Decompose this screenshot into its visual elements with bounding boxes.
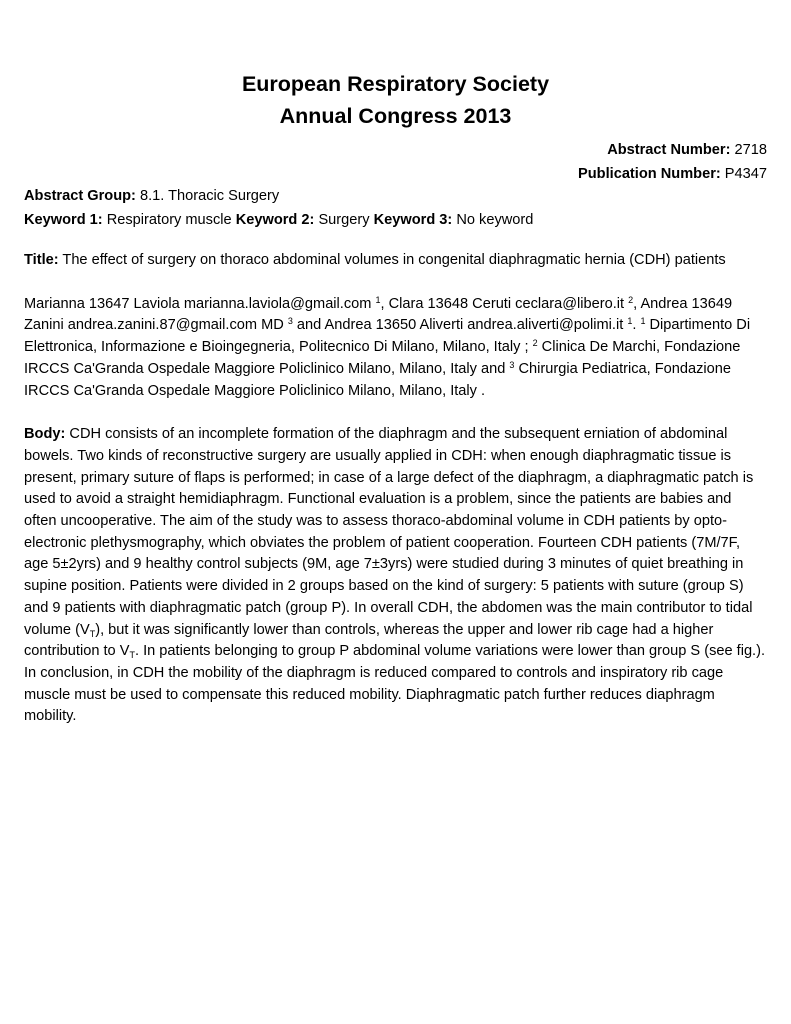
affiliation-3-sup: 3 — [509, 359, 515, 370]
abstract-group-value: 8.1. Thoracic Surgery — [139, 188, 280, 204]
keywords-row — [24, 208, 767, 232]
author-1: Marianna 13647 Laviola marianna.laviola@gmail.com — [24, 295, 372, 312]
abstract-title — [24, 250, 767, 272]
abstract-number-value: 2718 — [734, 142, 767, 158]
author-separator: . — [632, 317, 641, 334]
affiliation-1-sup: 1 — [640, 316, 646, 327]
keyword-3-value: No keyword — [456, 212, 534, 228]
author-3: , Andrea 13649 Zanini andrea.zanini.87@gmail.com MD — [24, 295, 733, 334]
keyword-2-value: Surgery — [318, 212, 370, 228]
title-text: The effect of surgery on thoraco abdominal volumes in congenital diaphragmatic hernia (CDH) patients — [62, 252, 726, 268]
body-text-3: . In patients belonging to group P abdominal volume variations were lower than group S (see fig.). In conclusion, in CDH the mobility of the diaphragm is reduced compared to controls and inspiratory rib cage muscle must be used to compensate this reduced mobility. Diaphragmatic patch further reduces diaphragm mobility. — [24, 643, 766, 725]
body-label: Body: — [24, 426, 66, 443]
abstract-group-row — [24, 184, 767, 208]
abstract-number-label: Abstract Number: — [607, 142, 731, 158]
affiliation-1: Dipartimento Di Elettronica, Informazione e Bioingegneria, Politecnico Di Milano, Milano, Italy ; — [24, 317, 751, 356]
header-line-2: Annual Congress 2013 — [279, 104, 512, 128]
abstract-meta — [24, 184, 767, 232]
author-3-sup: 3 — [287, 316, 293, 327]
title-label: Title: — [24, 252, 59, 268]
keyword-2-label: Keyword 2: — [235, 212, 315, 228]
keyword-3-label: Keyword 3: — [373, 212, 453, 228]
body-sub-1: T — [89, 628, 96, 639]
header-line-1: European Respiratory Society — [241, 72, 550, 96]
abstract-numbers — [24, 138, 767, 186]
author-4-sup: 1 — [627, 316, 633, 327]
keyword-1-value: Respiratory muscle — [106, 212, 232, 228]
author-2-sup: 2 — [628, 294, 634, 305]
abstract-number-row — [24, 138, 767, 162]
congress-header — [24, 0, 767, 132]
author-2: , Clara 13648 Ceruti ceclara@libero.it — [380, 295, 625, 312]
abstract-group-label: Abstract Group: — [24, 188, 136, 204]
body-sub-2: T — [129, 650, 135, 661]
affiliation-2: Clinica De Marchi, Fondazione IRCCS Ca'Granda Ospedale Maggiore Policlinico Milano, Milano, Italy and — [24, 339, 741, 377]
publication-number-row — [24, 162, 767, 186]
publication-number-value: P4347 — [724, 166, 767, 182]
body-text-1: CDH consists of an incomplete formation of the diaphragm and the subsequent erniation of abdominal bowels. Two kinds of reconstructive surgery are usually applied in CDH: when enough diaphragmatic tissue is present, primary suture of flaps is performed; in case of a large defect of the diaphragm, a diaphragmatic patch is used to avoid a straight hemidiaphragm. Functional evaluation is a problem, since the patients are babies and often uncooperative. The aim of the study was to assess thoraco-abdominal volume in CDH patients by opto-electronic plethysmography, which obviates the problem of patient cooperation. Fourteen CDH patients (7M/7F, age 5±2yrs) and 9 healthy control subjects (9M, age 7±3yrs) were studied during 3 minutes of quiet breathing in supine position. Patients were divided in 2 groups based on the kind of surgery: 5 patients with suture (group S) and 9 patients with diaphragmatic patch (group P). In overall CDH, the abdomen was the main contributor to tidal volume (V — [24, 426, 754, 638]
affiliation-2-sup: 2 — [532, 338, 538, 349]
author-1-sup: 1 — [375, 294, 381, 305]
publication-number-label: Publication Number: — [578, 166, 721, 182]
affiliation-3: Chirurgia Pediatrica, Fondazione IRCCS Ca'Granda Ospedale Maggiore Policlinico Milano, Milano, Italy . — [24, 360, 732, 399]
keyword-1-label: Keyword 1: — [24, 212, 103, 228]
author-4: and Andrea 13650 Aliverti andrea.aliverti@polimi.it — [292, 317, 624, 334]
abstract-body — [24, 424, 767, 728]
body-text-2: ), but it was significantly lower than controls, whereas the upper and lower rib cage had a higher contribution to V — [24, 621, 714, 660]
authors-affiliations — [24, 294, 767, 403]
